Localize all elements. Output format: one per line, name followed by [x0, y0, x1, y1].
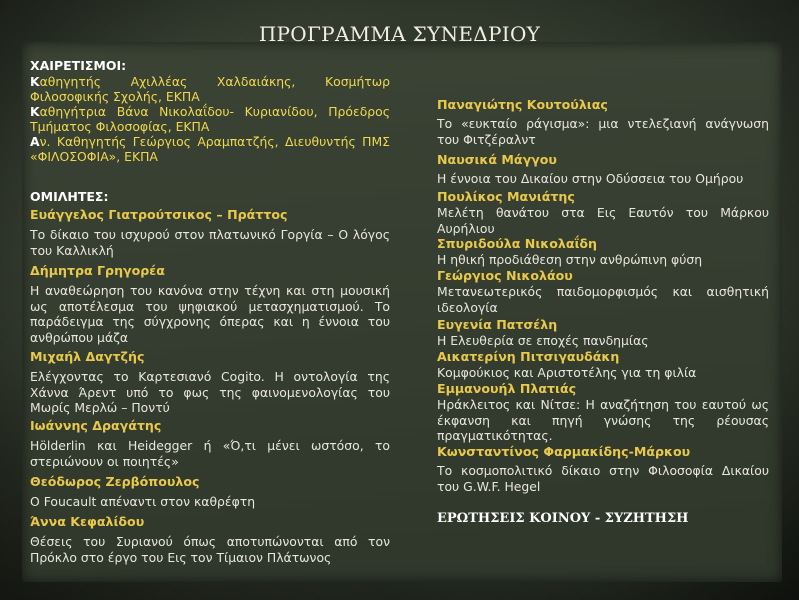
- talk-item: [30, 207, 390, 258]
- talk-item: [437, 189, 769, 236]
- speaker-name: Θεόδωρος Ζερβόπουλος: [30, 474, 200, 489]
- speaker-name: Πουλίκος Μανιάτης: [437, 189, 575, 204]
- talk-title: Η Ελευθερία σε εποχές πανδημίας: [437, 333, 649, 348]
- talk-title: Η ηθική προδιάθεση στην ανθρώπινη φύση: [437, 252, 703, 267]
- speaker-name: Γεώργιος Νικολάου: [437, 268, 573, 283]
- speaker-name: Κωνσταντίνος Φαρμακίδης-Μάρκου: [437, 444, 691, 459]
- greeting-line: Καθηγήτρια Βάνα Νικολαΐδου- Κυριανίδου, Πρόεδρος Τμήματος Φιλοσοφίας, ΕΚΠΑ: [30, 104, 390, 134]
- talk-item: [30, 418, 390, 469]
- talk-title: Κομφούκιος και Αριστοτέλης για τη φιλία: [437, 365, 697, 380]
- talk-title: Hölderlin και Heidegger ή «Ό,τι μένει ωστόσο, το στεριώνουν οι ποιητές»: [30, 438, 390, 469]
- talk-item: [437, 349, 769, 381]
- talk-title: Το κοσμοπολιτικό δίκαιο στην Φιλοσοφία Δικαίου του G.W.F. Hegel: [437, 463, 769, 494]
- greetings-section: [30, 58, 390, 164]
- speaker-name: Μιχαήλ Δαγτζής: [30, 349, 145, 364]
- speaker-name: Σπυριδούλα Νικολαΐδη: [437, 236, 597, 251]
- talk-title: Η έννοια του Δικαίου στην Οδύσσεια του Ομήρου: [437, 171, 744, 186]
- talk-item: [437, 268, 769, 315]
- greeting-line: Καθηγητής Αχιλλέας Χαλδαιάκης, Κοσμήτωρ Φιλοσοφικής Σχολής, ΕΚΠΑ: [30, 74, 390, 104]
- speaker-name: Αικατερίνη Πιτσιγαυδάκη: [437, 349, 620, 364]
- talk-title: Θέσεις του Συριανού όπως αποτυπώνονται από τον Πρόκλο στο έργο του Εις τον Τίμαιον Πλάτωνος: [30, 534, 390, 565]
- talk-title: Μετανεωτερικός παιδομορφισμός και αισθητική ιδεολογία: [437, 284, 769, 315]
- talk-item: [30, 514, 390, 565]
- greetings-heading: ΧΑΙΡΕΤΙΣΜΟΙ:: [30, 58, 127, 73]
- talk-item: [437, 152, 769, 187]
- speaker-name: Άννα Κεφαλίδου: [30, 514, 145, 529]
- talk-item: [30, 474, 390, 510]
- talk-title: Η αναθεώρηση του κανόνα στην τέχνη και στη μουσική ως αποτέλεσμα του ψηφιακού μετασχηματισμού. Το παράδειγμα της σύγχρονης όπερας και η έννοια του ανθρώπου μάζα: [30, 283, 390, 345]
- talk-title: Το «ευκταίο ράγισμα»: μια ντελεζιανή ανάγνωση του Φιτζέραλντ: [437, 116, 769, 147]
- talk-title: Μελέτη θανάτου στα Εις Εαυτόν του Μάρκου Αυρήλιου: [437, 205, 769, 236]
- speaker-name: Ναυσικά Μάγγου: [437, 152, 557, 167]
- talk-item: [30, 263, 390, 345]
- talk-item: [437, 97, 769, 147]
- closing-section: [437, 511, 769, 526]
- page-title: ΠΡΟΓΡΑΜΜΑ ΣΥΝΕΔΡΙΟΥ: [258, 22, 541, 46]
- speaker-name: Εμμανουήλ Πλατιάς: [437, 381, 577, 396]
- talk-title: O Foucault απέναντι στον καθρέφτη: [30, 494, 256, 509]
- talk-item: [437, 236, 769, 268]
- talk-item: [437, 444, 769, 494]
- talk-item: [437, 317, 769, 349]
- talk-title: Ηράκλειτος και Νίτσε: Η αναζήτηση του εαυτού ως έκφανση και πηγή γνώσης της ρέουσας πραγματικότητας.: [437, 397, 769, 443]
- talk-title: Ελέγχοντας το Καρτεσιανό Cogito. Η οντολογία της Χάννα Άρεντ υπό το φως της φαινομενολογίας του Μωρίς Μερλώ – Ποντύ: [30, 369, 390, 415]
- speaker-name: Ευάγγελος Γιατρούτσικος – Πράττος: [30, 207, 288, 222]
- closing-heading: ΕΡΩΤΗΣΕΙΣ ΚΟΙΝΟΥ - ΣΥΖΗΤΗΣΗ: [437, 511, 689, 526]
- speakers-heading: ΟΜΙΛΗΤΕΣ:: [30, 189, 109, 204]
- speaker-name: Δήμητρα Γρηγορέα: [30, 263, 165, 278]
- talk-item: [437, 381, 769, 444]
- speaker-name: Παναγιώτης Κουτούλιας: [437, 97, 608, 112]
- talk-item: [30, 349, 390, 416]
- talk-title: Το δίκαιο του ισχυρού στον πλατωνικό Γοργία – Ο λόγος του Καλλικλή: [30, 227, 390, 258]
- speaker-name: Ιωάννης Δραγάτης: [30, 418, 162, 433]
- speaker-name: Ευγενία Πατσέλη: [437, 317, 558, 332]
- greeting-line: Αν. Καθηγητής Γεώργιος Αραμπατζής, Διευθυντής ΠΜΣ «ΦΙΛΟΣΟΦΙΑ», ΕΚΠΑ: [30, 134, 390, 164]
